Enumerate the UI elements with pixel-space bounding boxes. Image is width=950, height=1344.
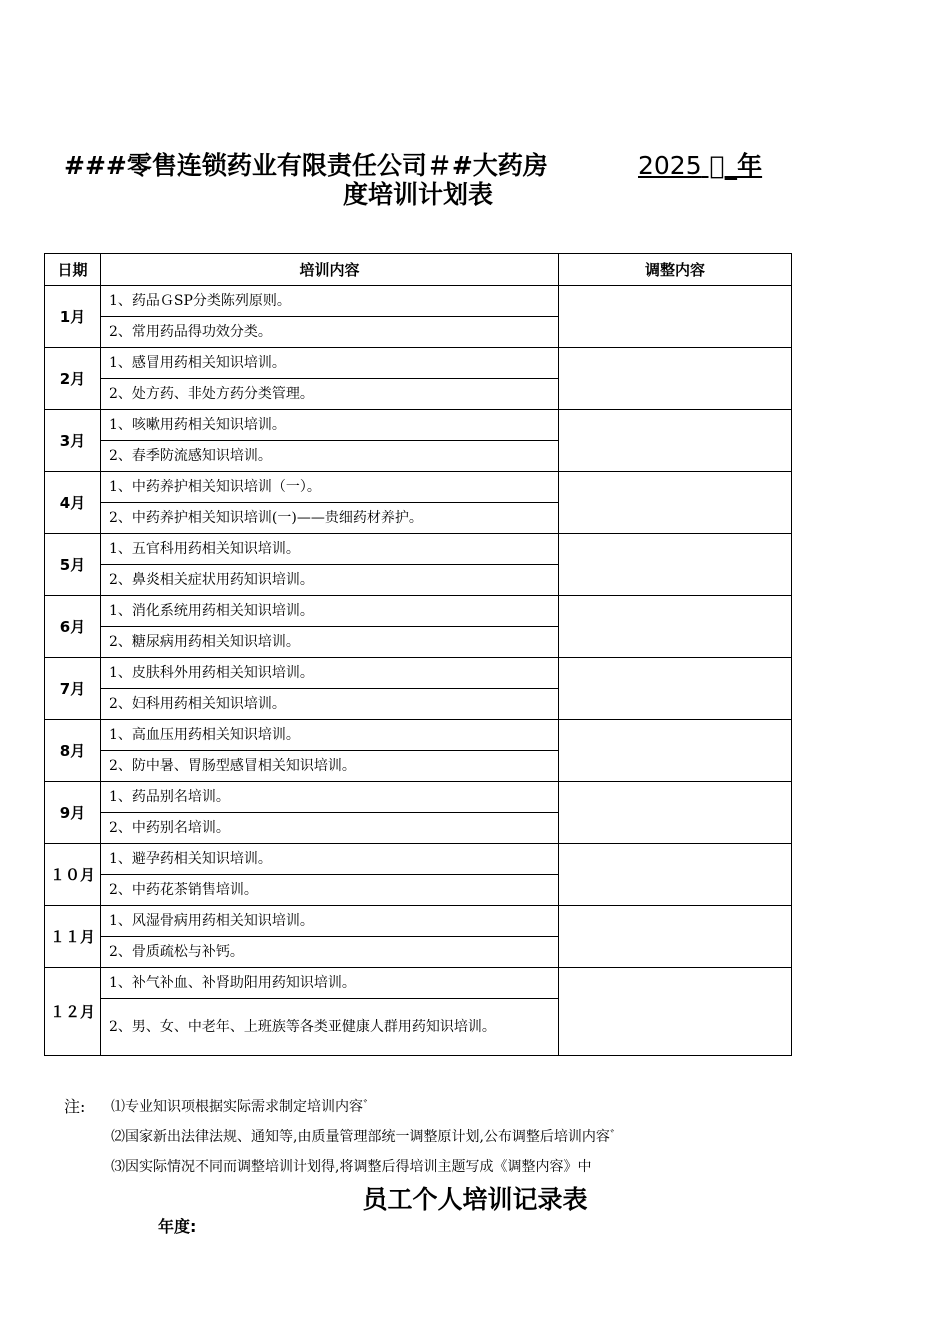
- month-cell: 5月: [45, 534, 101, 596]
- adjustment-cell: [559, 348, 792, 410]
- note-line-3: ⑶因实际情况不同而调整培训计划得,将调整后得培训主题写成《调整内容》中: [111, 1159, 592, 1175]
- month-cell: 1月: [45, 286, 101, 348]
- table-row: [45, 286, 792, 317]
- note-line-1: ⑴专业知识项根据实际需求制定培训内容ﾞ: [111, 1099, 370, 1115]
- training-item: 1、咳嗽用药相关知识培训。: [101, 410, 559, 441]
- table-row: [45, 906, 792, 937]
- month-cell: １０月: [45, 844, 101, 906]
- adjustment-cell: [559, 472, 792, 534]
- month-cell: １２月: [45, 968, 101, 1056]
- training-item: 2、妇科用药相关知识培训。: [101, 689, 559, 720]
- month-cell: 3月: [45, 410, 101, 472]
- table-row: [45, 596, 792, 627]
- training-item: 1、消化系统用药相关知识培训。: [101, 596, 559, 627]
- training-item: 1、补气补血、补肾助阳用药知识培训。: [101, 968, 559, 999]
- table-row: [45, 534, 792, 565]
- training-item: 1、药品ＧSP分类陈列原则。: [101, 286, 559, 317]
- training-item: 2、糖尿病用药相关知识培训。: [101, 627, 559, 658]
- header-adjustment: 调整内容: [559, 254, 792, 286]
- training-item: 1、药品别名培训。: [101, 782, 559, 813]
- training-item: 2、春季防流感知识培训。: [101, 441, 559, 472]
- table-row: [45, 472, 792, 503]
- training-item: 2、男、女、中老年、上班族等各类亚健康人群用药知识培训。: [101, 999, 559, 1056]
- training-item: 1、高血压用药相关知识培训。: [101, 720, 559, 751]
- adjustment-cell: [559, 534, 792, 596]
- training-item: 2、中药花茶销售培训。: [101, 875, 559, 906]
- training-item: 2、骨质疏松与补钙。: [101, 937, 559, 968]
- adjustment-cell: [559, 968, 792, 1056]
- month-cell: 2月: [45, 348, 101, 410]
- adjustment-cell: [559, 782, 792, 844]
- header-date: 日期: [45, 254, 101, 286]
- training-item: 2、中药养护相关知识培训(一)——贵细药材养护。: [101, 503, 559, 534]
- training-item: 2、常用药品得功效分类。: [101, 317, 559, 348]
- note-line-2: ⑵国家新出法律法规、通知等,由质量管理部统一调整原计划,公布调整后培训内容ﾞ: [111, 1129, 617, 1145]
- adjustment-cell: [559, 906, 792, 968]
- adjustment-cell: [559, 596, 792, 658]
- notes-label: 注:: [64, 1097, 86, 1116]
- year-suffix: _年: [724, 151, 763, 180]
- record-table-title: 员工个人培训记录表: [362, 1185, 588, 1214]
- document-title-line2: 度培训计划表: [342, 180, 493, 209]
- adjustment-cell: [559, 844, 792, 906]
- company-name: ###零售连锁药业有限责任公司＃#大药房: [64, 151, 548, 180]
- training-item: 2、处方药、非处方药分类管理。: [101, 379, 559, 410]
- adjustment-cell: [559, 720, 792, 782]
- training-item: 2、中药别名培训。: [101, 813, 559, 844]
- adjustment-cell: [559, 410, 792, 472]
- table-row: [45, 348, 792, 379]
- training-item: 1、风湿骨病用药相关知识培训。: [101, 906, 559, 937]
- training-item: 1、五官科用药相关知识培训。: [101, 534, 559, 565]
- training-item: 1、感冒用药相关知识培训。: [101, 348, 559, 379]
- table-row: [45, 658, 792, 689]
- table-row: [45, 968, 792, 999]
- training-item: 2、鼻炎相关症状用药知识培训。: [101, 565, 559, 596]
- table-row: [45, 844, 792, 875]
- year-label: 年度:: [158, 1217, 197, 1236]
- month-cell: 9月: [45, 782, 101, 844]
- training-item: 1、避孕药相关知识培训。: [101, 844, 559, 875]
- year-number: 2025: [638, 151, 702, 180]
- table-row: [45, 720, 792, 751]
- training-plan-table: [44, 253, 792, 1056]
- month-cell: 4月: [45, 472, 101, 534]
- header-content: 培训内容: [101, 254, 559, 286]
- table-row: [45, 410, 792, 441]
- training-item: 2、防中暑、胃肠型感冒相关知识培训。: [101, 751, 559, 782]
- month-cell: １１月: [45, 906, 101, 968]
- adjustment-cell: [559, 658, 792, 720]
- training-item: 1、中药养护相关知识培训（一）。: [101, 472, 559, 503]
- table-row: [45, 782, 792, 813]
- month-cell: 7月: [45, 658, 101, 720]
- month-cell: 8月: [45, 720, 101, 782]
- month-cell: 6月: [45, 596, 101, 658]
- adjustment-cell: [559, 286, 792, 348]
- table-header-row: [45, 254, 792, 286]
- training-item: 1、皮肤科外用药相关知识培训。: [101, 658, 559, 689]
